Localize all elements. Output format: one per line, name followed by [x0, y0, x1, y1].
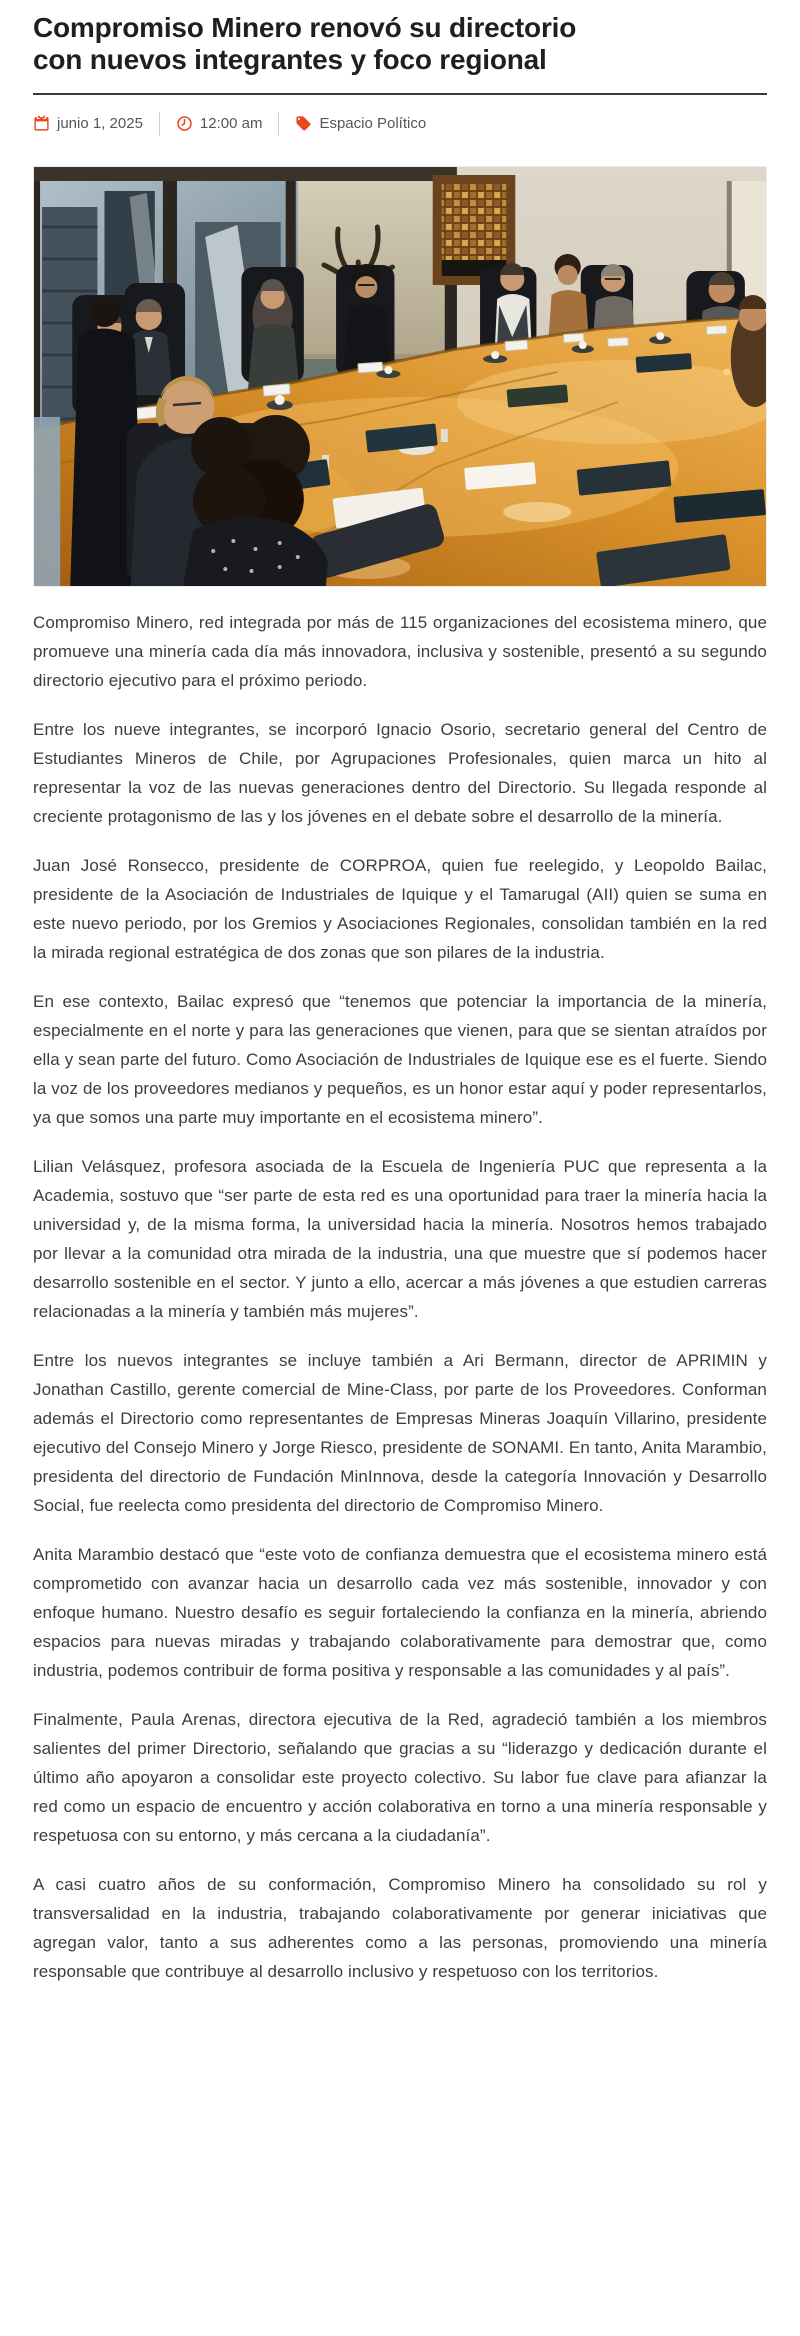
article-paragraph: Anita Marambio destacó que “este voto de confianza demuestra que el ecosistema minero está comprometido con avanzar hacia un desarrollo cada vez más sostenible, innovador y con enfoque humano. Nuestro desafío es seguir fortaleciendo la confianza en la minería, abriendo espacios para nuevas miradas y trabajando colaborativamente para demostrar que, como industria, podemos contribuir de forma positiva y responsable a las comunidades y al país”.: [33, 1544, 767, 1680]
meta-separator: [159, 112, 160, 136]
title-divider: [33, 93, 767, 95]
tag-icon: [295, 115, 312, 132]
clock-icon: [176, 115, 193, 132]
article-paragraph: Compromiso Minero, red integrada por más de 115 organizaciones del ecosistema minero, que promueve una minería cada día más innovadora, inclusiva y sostenible, presentó a su segundo directorio ejecutivo para el próximo periodo.: [33, 612, 767, 690]
publish-date-label: junio 1, 2025: [57, 115, 143, 133]
article-paragraph: Entre los nuevos integrantes se incluye también a Ari Bermann, director de APRIMIN y Jonathan Castillo, gerente comercial de Mine-Class, por parte de los Proveedores. Conforman además el Directorio como representantes de Empresas Mineras Joaquín Villarino, presidente ejecutivo del Consejo Minero y Jorge Riesco, presidente de SONAMI. En tanto, Anita Marambio, presidenta del directorio de Fundación MinInnova, desde la categoría Innovación y Desarrollo Social, fue reelecta como presidenta del directorio de Compromiso Minero.: [33, 1350, 767, 1515]
calendar-icon: [33, 115, 50, 132]
article-paragraph: Lilian Velásquez, profesora asociada de la Escuela de Ingeniería PUC que representa a la Academia, sostuvo que “ser parte de esta red es una oportunidad para traer la minería hacia la universidad y, de la misma forma, la universidad hacia la minería. Nosotros hemos trabajado por llevar a la comunidad otra mirada de la industria, una que muestre que sí podemos hacer desarrollo sostenible en el sector. Y junto a ello, acercar a más jóvenes a que estudien carreras relacionadas a la minería y también más mujeres”.: [33, 1156, 767, 1321]
meta-separator: [278, 112, 279, 136]
article-paragraph: A casi cuatro años de su conformación, Compromiso Minero ha consolidado su rol y transversalidad en la industria, trabajando colaborativamente por generar iniciativas que agregan valor, tanto a sus adherentes como a las personas, promoviendo una minería responsable que contribuye al desarrollo inclusivo y respetuoso con los territorios.: [33, 1874, 767, 1981]
category[interactable]: [295, 115, 426, 132]
page-title: Compromiso Minero renovó su directorio con nuevos integrantes y foco regional: [33, 12, 577, 75]
article-meta: [33, 110, 767, 138]
publish-time: [176, 115, 263, 132]
article-paragraph: Finalmente, Paula Arenas, directora ejecutiva de la Red, agradeció también a los miembros salientes del primer Directorio, señalando que gracias a su “liderazgo y dedicación durante el último año apoyaron a consolidar este proyecto colectivo. Su labor fue clave para afianzar la red como un espacio de encuentro y acción colaborativa en torno a una minería responsable y respetuosa con su entorno, y más cercana a la ciudadanía”.: [33, 1709, 767, 1845]
hero-photo: [33, 166, 767, 587]
publish-time-label: 12:00 am: [199, 115, 263, 133]
article-paragraph: Entre los nueve integrantes, se incorporó Ignacio Osorio, secretario general del Centro de Estudiantes Mineros de Chile, por Agrupaciones Profesionales, quien marca un hito al representar la voz de las nuevas generaciones dentro del Directorio. Su llegada responde al creciente protagonismo de las y los jóvenes en el debate sobre el desarrollo de la minería.: [33, 719, 767, 826]
category-link[interactable]: Espacio Político: [319, 115, 427, 133]
article-body: [33, 608, 767, 1986]
hero-photo-illustration: [34, 167, 766, 586]
article-paragraph: En ese contexto, Bailac expresó que “tenemos que potenciar la importancia de la minería, especialmente en el norte y para las generaciones que vienen, para que se sientan atraídos por ella y sean parte del futuro. Como Asociación de Industriales de Iquique ese es el fuerte. Siendo la voz de los proveedores medianos y pequeños, es un honor estar aquí y poder representarlos, ya que somos una parte muy importante en el ecosistema minero”.: [33, 991, 767, 1127]
article-paragraph: Juan José Ronsecco, presidente de CORPROA, quien fue reelegido, y Leopoldo Bailac, presidente de la Asociación de Industriales de Iquique y el Tamarugal (AII) quien se suma en este nuevo periodo, por los Gremios y Asociaciones Regionales, consolidan también en la red la mirada regional estratégica de dos zonas que son pilares de la industria.: [33, 855, 767, 962]
publish-date: [33, 115, 143, 132]
